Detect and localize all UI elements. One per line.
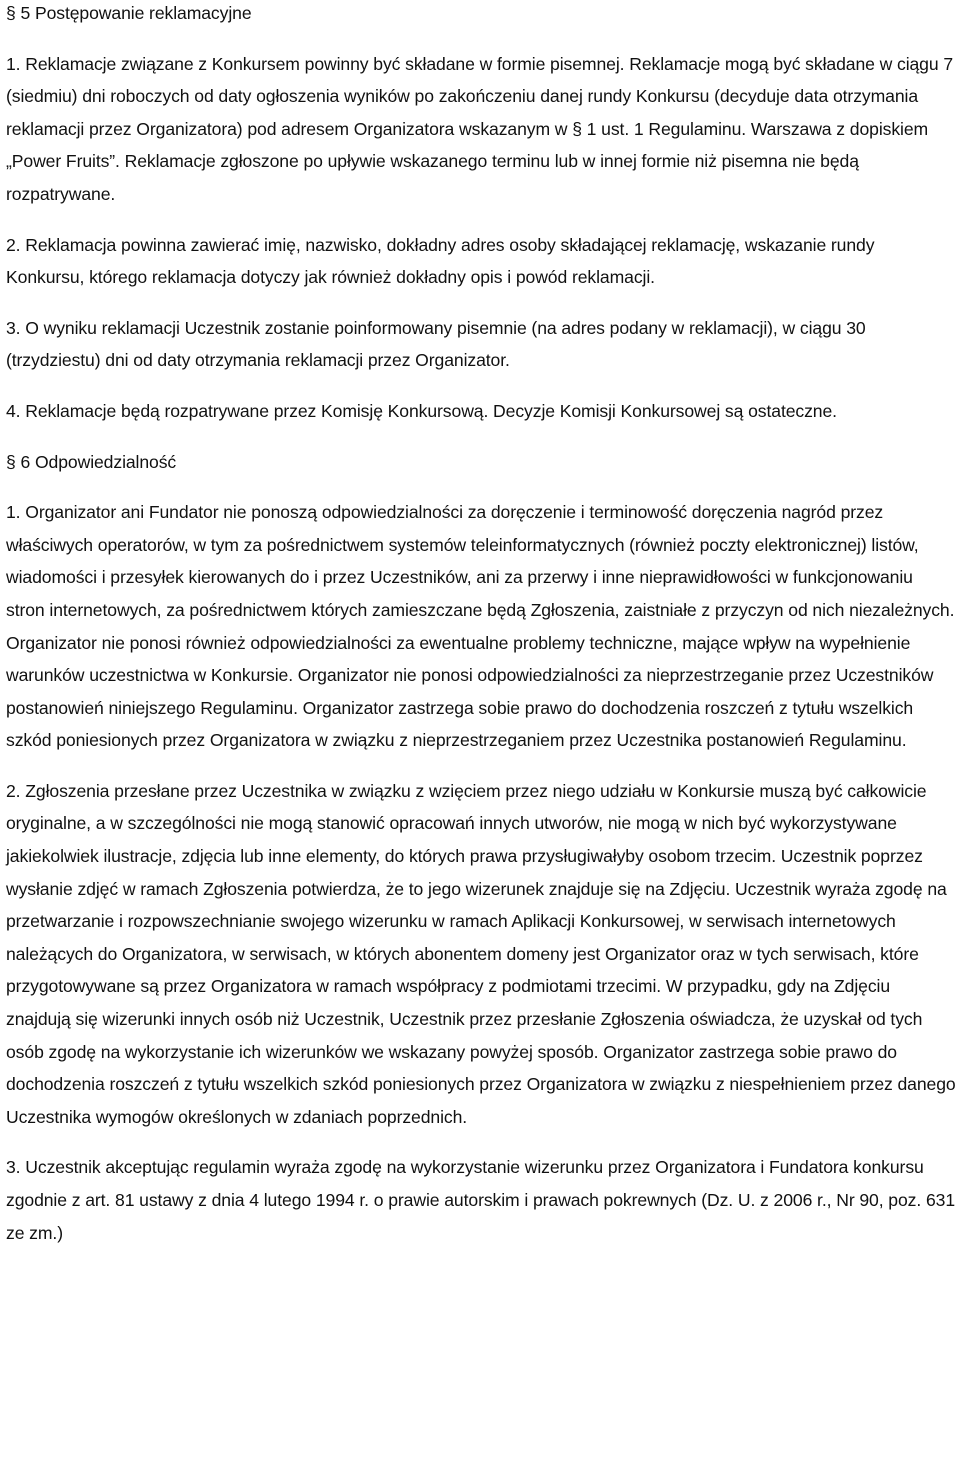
section-6-heading: § 6 Odpowiedzialność: [6, 451, 177, 472]
section-6-paragraph-2: 2. Zgłoszenia przesłane przez Uczestnika w związku z wzięciem przez niego udziału w Konkursie muszą być całkowicie oryginalne, a w szczególności nie mogą stanowić opracowań innych utworów, nie mogą w nich być wykorzystywane jakiekolwiek ilustracje, zdjęcia lub inne elementy, do których prawa przysługiwałyby osobom trzecim. Uczestnik poprzez wysłanie zdjęć w ramach Zgłoszenia potwierdza, że to jego wizerunek znajduje się na Zdjęciu. Uczestnik wyraża zgodę na przetwarzanie i rozpowszechnianie swojego wizerunku w ramach Aplikacji Konkursowej, w serwisach internetowych należących do Organizatora, w serwisach, w których abonentem domeny jest Organizator oraz w tych serwisach, które przygotowywane są przez Organizatora w ramach współpracy z podmiotami trzecimi. W przypadku, gdy na Zdjęciu znajdują się wizerunki innych osób niż Uczestnik, Uczestnik przez przesłanie Zgłoszenia oświadcza, że uzyskał od tych osób zgodę na wykorzystanie ich wizerunków we wskazany powyżej sposób. Organizator zastrzega sobie prawo do dochodzenia roszczeń z tytułu wszelkich szkód poniesionych przez Organizatora w związku z niespełnieniem przez danego Uczestnika wymogów określonych w zdaniach poprzednich.: [6, 780, 956, 1127]
section-5-heading: § 5 Postępowanie reklamacyjne: [6, 3, 252, 23]
section-5-paragraph-1: 1. Reklamacje związane z Konkursem powinny być składane w formie pisemnej. Reklamacje mogą być składane w ciągu 7 (siedmiu) dni roboczych od daty ogłoszenia wyników po zakończeniu danej rundy Konkursu (decyduje data otrzymania reklamacji przez Organizatora) pod adresem Organizatora wskazanym w § 1 ust. 1 Regulaminu. Warszawa z dopiskiem „Power Fruits”. Reklamacje zgłoszone po upływie wskazanego terminu lub w innej formie niż pisemna nie będą rozpatrywane.: [6, 53, 954, 204]
section-5-paragraph-2: 2. Reklamacja powinna zawierać imię, nazwisko, dokładny adres osoby składającej reklamację, wskazanie rundy Konkursu, którego reklamacja dotyczy jak również dokładny opis i powód reklamacji.: [6, 234, 875, 288]
section-6-paragraph-3: 3. Uczestnik akceptując regulamin wyraża zgodę na wykorzystanie wizerunku przez Organizatora i Fundatora konkursu zgodnie z art. 81 ustawy z dnia 4 lutego 1994 r. o prawie autorskim i prawach pokrewnych (Dz. U. z 2006 r., Nr 90, poz. 631 ze zm.): [6, 1157, 956, 1243]
section-6-paragraph-1: 1. Organizator ani Fundator nie ponoszą odpowiedzialności za doręczenie i terminowość doręczenia nagród przez właściwych operatorów, w tym za pośrednictwem systemów teleinformatycznych (również poczty elektronicznej) listów, wiadomości i przesyłek kierowanych do i przez Uczestników, ani za przerwy i inne nieprawidłowości w funkcjonowaniu stron internetowych, za pośrednictwem których zamieszczane będą Zgłoszenia, zaistniałe z przyczyn od nich niezależnych. Organizator nie ponosi również odpowiedzialności za ewentualne problemy techniczne, mające wpływ na wypełnienie warunków uczestnictwa w Konkursie. Organizator nie ponosi odpowiedzialności za nieprzestrzeganie przez Uczestników postanowień niniejszego Regulaminu. Organizator zastrzega sobie prawo do dochodzenia roszczeń z tytułu wszelkich szkód poniesionych przez Organizatora w związku z nieprzestrzeganiem przez Uczestnika postanowień Regulaminu.: [6, 502, 955, 751]
document-page: [6, 0, 956, 1249]
section-5-paragraph-4: 4. Reklamacje będą rozpatrywane przez Komisję Konkursową. Decyzje Komisji Konkursowej są ostateczne.: [6, 400, 837, 421]
section-5-paragraph-3: 3. O wyniku reklamacji Uczestnik zostanie poinformowany pisemnie (na adres podany w reklamacji), w ciągu 30 (trzydziestu) dni od daty otrzymania reklamacji przez Organizator.: [6, 317, 866, 371]
